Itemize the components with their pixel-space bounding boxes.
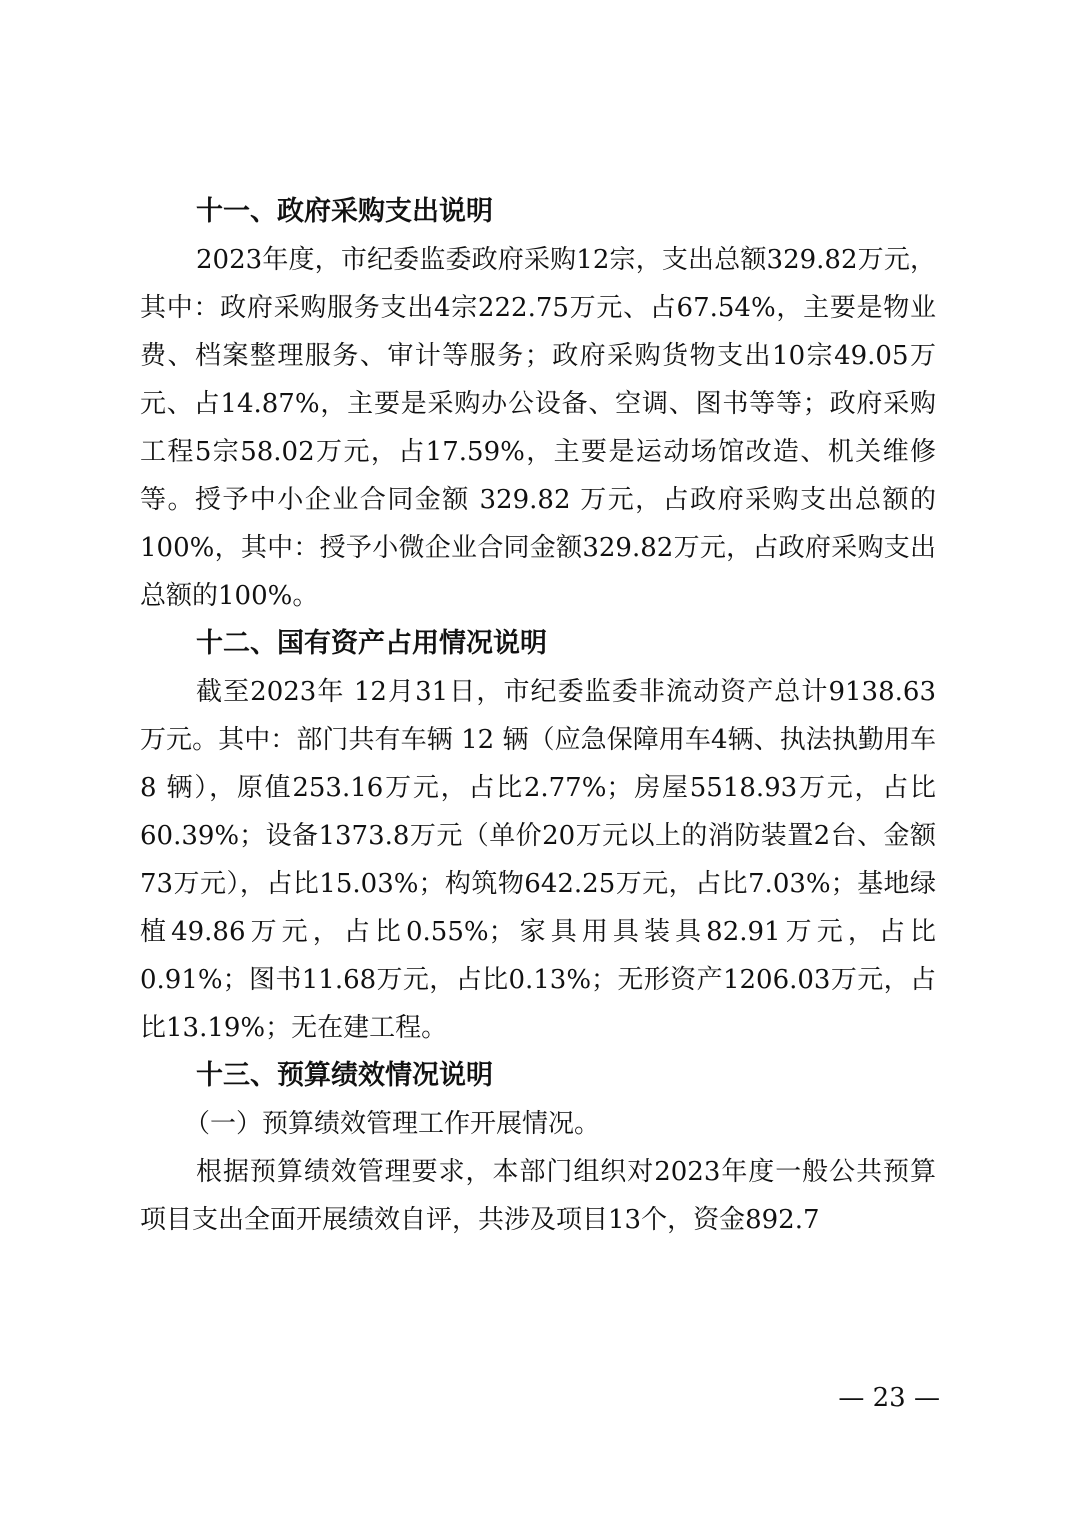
section-heading-budget-performance: 十三、预算绩效情况说明 [196, 1060, 493, 1091]
section-heading-procurement: 十一、政府采购支出说明 [196, 196, 493, 227]
page-number: — 23 — [838, 1383, 940, 1413]
paragraph-procurement: 2023年度，市纪委监委政府采购12宗，支出总额329.82万元，其中：政府采购服务支出4宗222.75万元、占67.54%，主要是物业费、档案整理服务、审计等服务；政府采购货物支出10宗49.05万元、占14.87%，主要是采购办公设备、空调、图书等等；政府采购工程5宗58.02万元，占17.59%，主要是运动场馆改造、机关维修等。授予中小企业合同金额 329.82 万元，占政府采购支出总额的100%，其中：授予小微企业合同金额329.82万元，占政府采购支出总额的100%。 [140, 245, 936, 611]
paragraph-state-assets: 截至2023年 12月31日，市纪委监委非流动资产总计9138.63万元。其中：部门共有车辆 12 辆（应急保障用车4辆、执法执勤用车8 辆），原值253.16万元，占比2.77%；房屋5518.93万元，占比60.39%；设备1373.8万元（单价20万元以上的消防装置2台、金额73万元），占比15.03%；构筑物642.25万元，占比7.03%；基地绿植49.86万元，占比0.55%；家具用具装具82.91万元，占比0.91%；图书11.68万元，占比0.13%；无形资产1206.03万元，占比13.19%；无在建工程。 [140, 677, 936, 1043]
page-body [140, 188, 936, 1244]
paragraph-performance-evaluation: 根据预算绩效管理要求，本部门组织对2023年度一般公共预算项目支出全面开展绩效自评，共涉及项目13个，资金892.7 [140, 1157, 936, 1235]
subheading-performance-management: （一）预算绩效管理工作开展情况。 [184, 1109, 601, 1139]
section-heading-state-assets: 十二、国有资产占用情况说明 [196, 628, 547, 659]
